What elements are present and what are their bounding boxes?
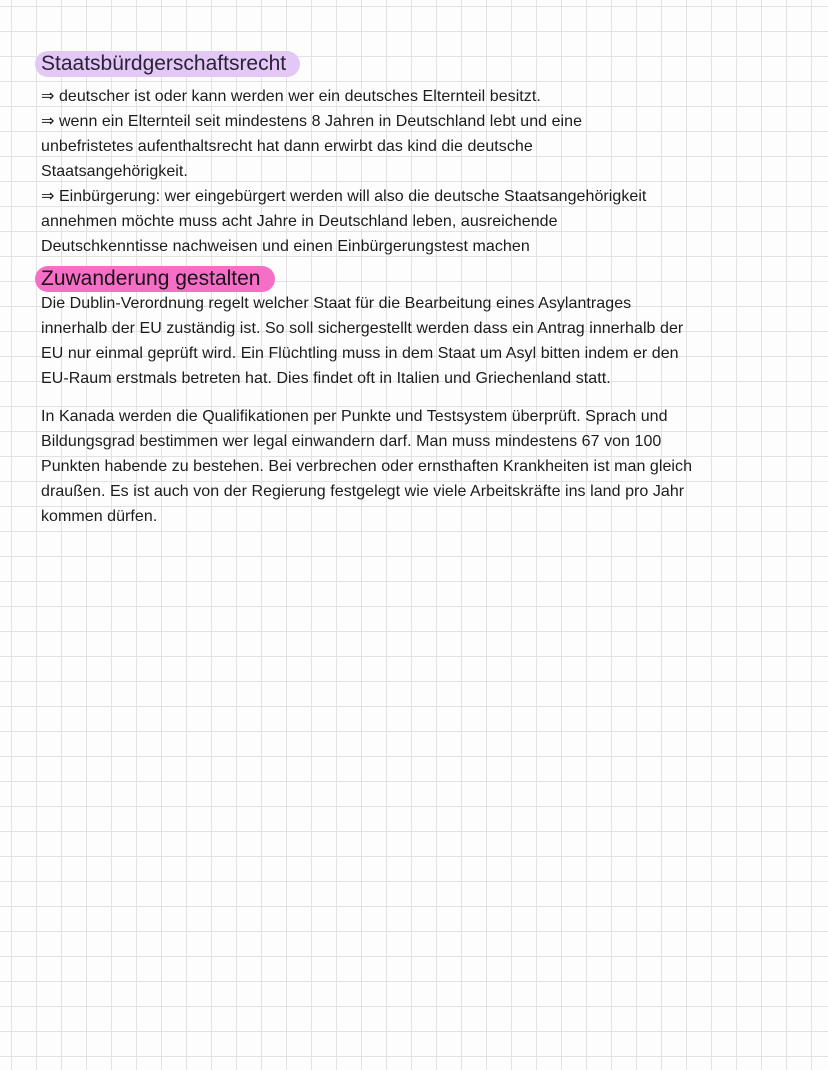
highlighted-term: Regierung (251, 483, 326, 500)
text-segment: annehmen möchte muss (41, 213, 222, 230)
text-segment: die (436, 138, 468, 155)
highlighted-term: legal einwandern (253, 433, 375, 450)
text-segment: überprüft. (507, 408, 586, 425)
text-segment: hat. Dies findet oft in (240, 370, 397, 387)
text-segment: in Deutschland lebt und eine (374, 113, 583, 130)
highlighted-term: EU (41, 345, 64, 362)
highlighted-term: Qualifikationen (202, 408, 309, 425)
highlighted-term: Einbürgerungstest (337, 238, 469, 255)
heading-staatsbuergerschaftsrecht: Staatsbürdgerschaftsrecht (35, 51, 300, 77)
highlighted-term: Staat (313, 295, 351, 312)
text-line (41, 504, 811, 529)
text-segment: habende zu bestehen. Bei (100, 458, 297, 475)
highlighted-term: Punkten (41, 458, 101, 475)
highlighted-term: ernsthaften Krankheiten (417, 458, 589, 475)
highlighted-term: Deutschkenntisse (41, 238, 169, 255)
text-line (41, 479, 811, 504)
highlighted-term: einmal (95, 345, 144, 362)
highlighted-term: Asyl (505, 345, 537, 362)
text-segment: ⇒ (41, 188, 59, 205)
text-segment: erstmals (111, 370, 182, 387)
text-segment: ⇒ wenn ein (41, 113, 128, 130)
highlighted-term: deutsche (467, 138, 533, 155)
highlighted-term: verbrechen (296, 458, 377, 475)
text-segment: kommen (41, 508, 108, 525)
text-line (41, 84, 811, 109)
text-line (41, 291, 811, 316)
text-segment: und (391, 408, 427, 425)
highlighted-term: draußen. (41, 483, 106, 500)
text-segment: und (439, 370, 476, 387)
highlighted-term: mindestens 8 Jahren (224, 113, 375, 130)
text-segment: bitten indem er den (536, 345, 679, 362)
text-segment: seit (190, 113, 225, 130)
text-segment: machen (468, 238, 530, 255)
highlighted-term: 67 von 100 (581, 433, 662, 450)
text-segment: festgelegt wie (325, 483, 434, 500)
text-segment: hat dann erwirbt (252, 138, 377, 155)
text-block-kanada (41, 404, 811, 529)
text-segment: regelt welcher (203, 295, 314, 312)
text-segment: nachweisen und einen (168, 238, 338, 255)
text-block-citizenship (41, 84, 811, 259)
highlighted-term: Griechenland (475, 370, 572, 387)
text-line (41, 184, 811, 209)
highlighted-term: Antrag (537, 320, 585, 337)
highlighted-term: EU-Raum (41, 370, 112, 387)
highlighted-term: viele (433, 483, 467, 500)
highlighted-term: betreten (181, 370, 241, 387)
text-segment: der (107, 320, 140, 337)
text-segment: ausreichende (456, 213, 558, 230)
highlighted-term: Bearbeitung (404, 295, 492, 312)
text-segment: In (41, 408, 59, 425)
text-segment: in Deutschland (296, 213, 413, 230)
highlighted-term: sichergestellt (317, 320, 412, 337)
highlighted-term: deutscher (58, 88, 130, 105)
text-segment: nur (63, 345, 96, 362)
highlighted-term: innerhalb (41, 320, 108, 337)
text-line (41, 134, 811, 159)
text-line (41, 454, 811, 479)
highlighted-term: acht Jahre (221, 213, 297, 230)
text-segment: um (475, 345, 506, 362)
highlighted-term: Asylantrages (538, 295, 632, 312)
text-segment: statt. (571, 370, 611, 387)
highlighted-term: EU (139, 320, 162, 337)
highlighted-term: Testsystem (426, 408, 508, 425)
highlighted-term: dürfen. (107, 508, 158, 525)
highlighted-term: Bildungsgrad (41, 433, 135, 450)
text-line (41, 209, 811, 234)
text-line (41, 159, 811, 184)
text-segment: eines (491, 295, 539, 312)
highlighted-term: Einbürgerung: (58, 188, 161, 205)
text-segment: geprüft wird. Ein Flüchtling muss in (143, 345, 402, 362)
highlighted-term: unbefristetes aufenthaltsrecht (41, 138, 253, 155)
text-line (41, 234, 811, 259)
text-line (41, 341, 811, 366)
highlighted-term: Kanada (58, 408, 115, 425)
text-segment: besitzt. (485, 88, 541, 105)
text-line (41, 429, 811, 454)
text-line (41, 316, 811, 341)
text-segment: Die (41, 295, 70, 312)
text-segment: und (636, 408, 668, 425)
highlighted-term: das kind (376, 138, 437, 155)
text-segment: werden die (114, 408, 203, 425)
highlighted-term: Sprach (585, 408, 637, 425)
text-segment: werden dass ein (411, 320, 538, 337)
highlighted-term: Staatsangehörigkeit. (41, 163, 188, 180)
highlighted-term: Italien (396, 370, 440, 387)
text-line (41, 109, 811, 134)
text-segment: oder (376, 458, 418, 475)
highlighted-term: Elternteil (127, 113, 191, 130)
text-segment: ist oder kann werden wer ein (129, 88, 345, 105)
text-block-dublin (41, 291, 811, 391)
text-line (41, 366, 811, 391)
highlighted-term: deutsche Staatsangehörigkeit (434, 188, 647, 205)
highlighted-term: deutsches Elternteil (344, 88, 486, 105)
highlighted-term: pro Jahr (625, 483, 685, 500)
text-segment: Es ist auch von der (105, 483, 252, 500)
text-line (41, 404, 811, 429)
highlighted-term: leben, (412, 213, 457, 230)
highlighted-term: dem Staat (401, 345, 476, 362)
text-segment: innerhalb der (584, 320, 684, 337)
highlighted-term: Dublin-Verordnung (69, 295, 204, 312)
text-segment: zuständig ist. So soll (161, 320, 318, 337)
text-segment: ist man gleich (589, 458, 693, 475)
highlighted-term: Punkte (341, 408, 392, 425)
text-segment: per (308, 408, 342, 425)
text-segment: darf. Man muss mindestens (374, 433, 582, 450)
text-segment: bestimmen wer (135, 433, 254, 450)
text-segment: wer eingebürgert werden will also die (160, 188, 435, 205)
text-segment: Arbeitskräfte ins land (466, 483, 626, 500)
heading-zuwanderung-gestalten: Zuwanderung gestalten (35, 266, 275, 292)
text-segment: für die (350, 295, 405, 312)
text-segment: ⇒ (41, 88, 59, 105)
